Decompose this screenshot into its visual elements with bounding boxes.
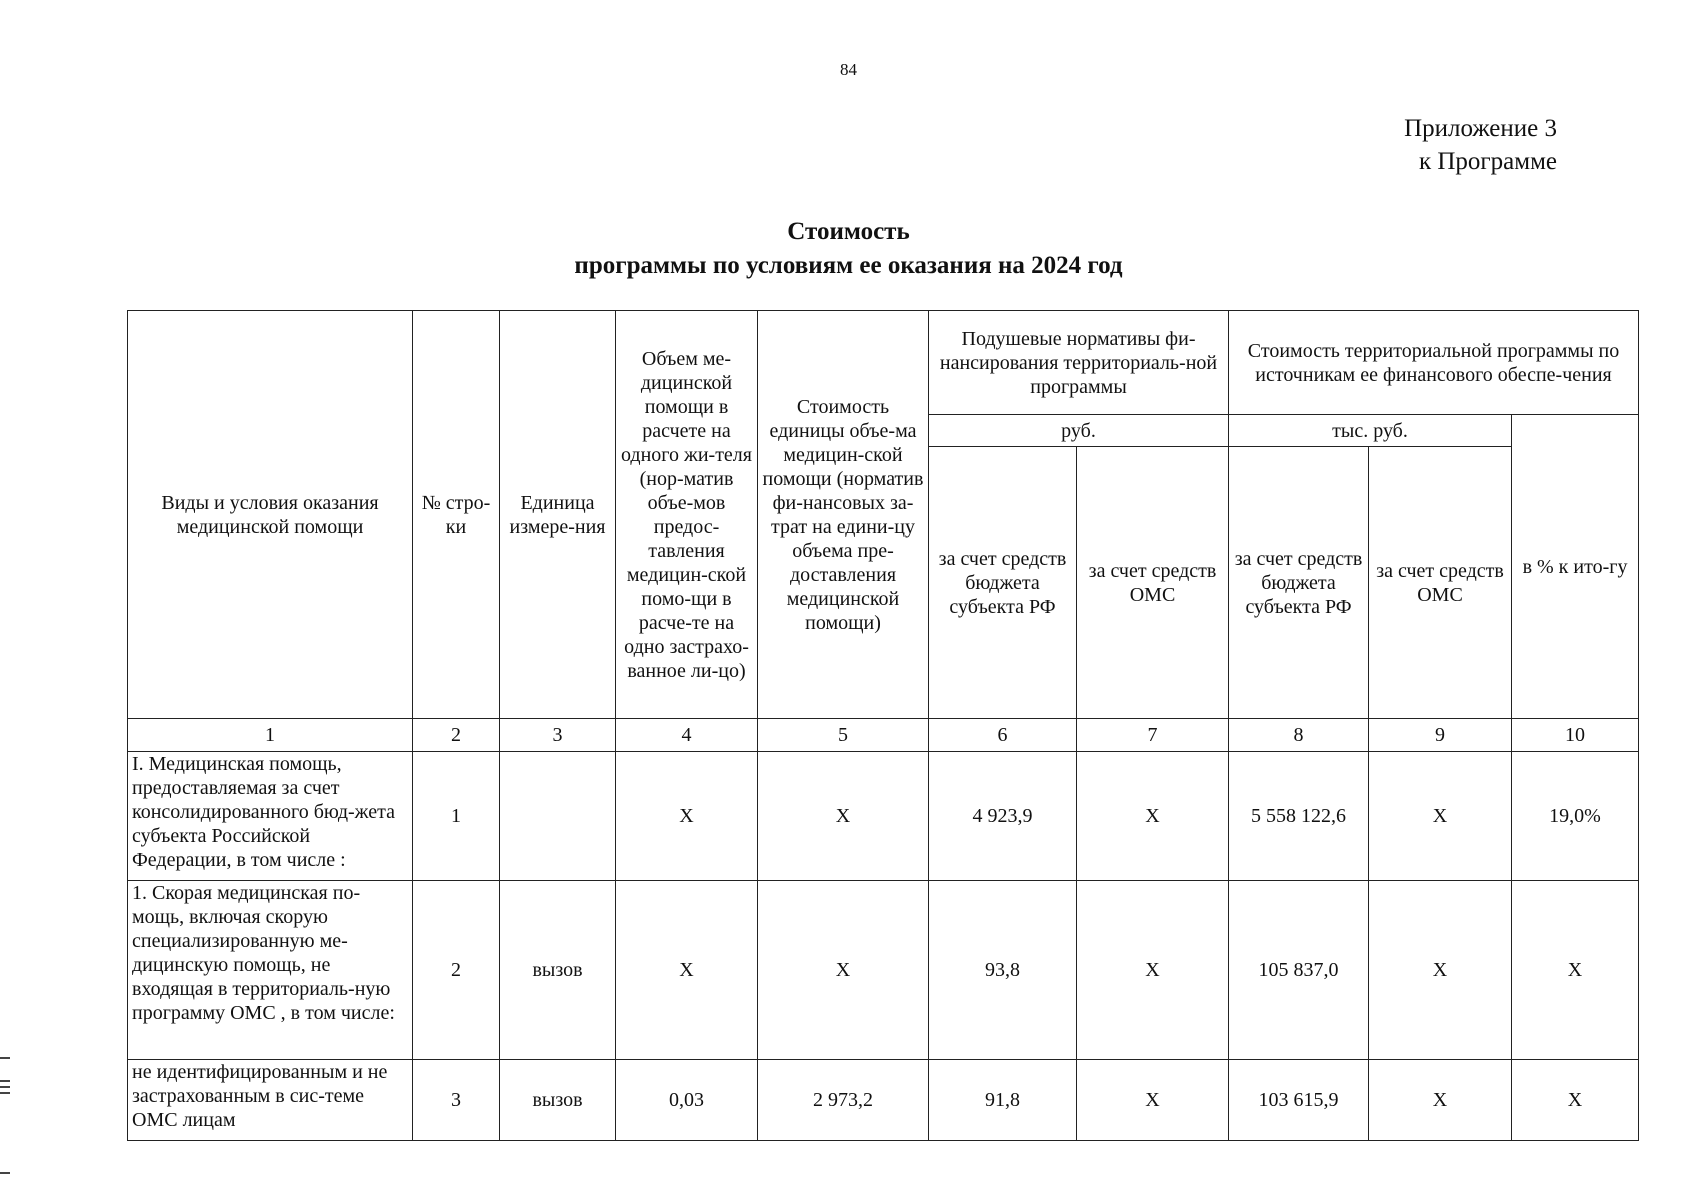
header-percent: в % к ито-гу — [1512, 415, 1639, 719]
title-line-1: Стоимость — [787, 218, 910, 245]
row-cost-oms: X — [1369, 881, 1512, 1060]
row-no: 2 — [413, 881, 500, 1060]
margin-mark — [0, 1092, 10, 1094]
column-number: 9 — [1369, 719, 1512, 752]
row-cost-oms: X — [1369, 1060, 1512, 1141]
row-no: 3 — [413, 1060, 500, 1141]
row-unit: вызов — [500, 1060, 616, 1141]
row-percent: X — [1512, 1060, 1639, 1141]
header-unit-cost: Стоимость единицы объе-ма медицин-ской помощи (норматив фи-нансовых за-трат на едини-цу объема пре-доставления медицинской помощи) — [758, 311, 929, 719]
column-number: 7 — [1077, 719, 1229, 752]
appendix-note — [1404, 112, 1557, 178]
column-number: 10 — [1512, 719, 1639, 752]
row-cost-budget: 105 837,0 — [1229, 881, 1369, 1060]
header-row-1 — [128, 311, 1639, 415]
header-volume: Объем ме-дицинской помощи в расчете на одного жи-теля (нор-матив объе-мов предос-тавления медицин-ской помо-щи в расче-те на одно застрахо-ванное ли-цо) — [616, 311, 758, 719]
row-unit: вызов — [500, 881, 616, 1060]
header-budget-2: за счет средств бюджета субъекта РФ — [1229, 447, 1369, 719]
row-percent: X — [1512, 881, 1639, 1060]
column-number: 2 — [413, 719, 500, 752]
table-row — [128, 752, 1639, 881]
row-pc-budget: 91,8 — [929, 1060, 1077, 1141]
row-cost-oms: X — [1369, 752, 1512, 881]
row-unit-cost: X — [758, 881, 929, 1060]
cost-table — [127, 310, 1639, 1141]
column-number: 4 — [616, 719, 758, 752]
header-rub: руб. — [929, 415, 1229, 447]
header-oms-1: за счет средств ОМС — [1077, 447, 1229, 719]
column-number: 3 — [500, 719, 616, 752]
row-pc-oms: X — [1077, 752, 1229, 881]
row-name: не идентифицированным и не застрахованным в сис-теме ОМС лицам — [128, 1060, 413, 1141]
margin-mark — [0, 1086, 10, 1088]
margin-mark — [0, 1172, 10, 1174]
row-volume: X — [616, 752, 758, 881]
row-unit-cost: X — [758, 752, 929, 881]
margin-mark — [0, 1057, 10, 1059]
header-thous-rub: тыс. руб. — [1229, 415, 1512, 447]
table-row — [128, 881, 1639, 1060]
margin-mark — [0, 1080, 10, 1082]
title-line-2: программы по условиям ее оказания на 2024 год — [574, 252, 1123, 279]
appendix-line-1: Приложение 3 — [1404, 115, 1557, 142]
row-percent: 19,0% — [1512, 752, 1639, 881]
header-kinds: Виды и условия оказания медицинской помощи — [128, 311, 413, 719]
page-number: 84 — [840, 60, 857, 79]
header-budget-1: за счет средств бюджета субъекта РФ — [929, 447, 1077, 719]
row-unit-cost: 2 973,2 — [758, 1060, 929, 1141]
column-number: 8 — [1229, 719, 1369, 752]
row-volume: X — [616, 881, 758, 1060]
document-title — [0, 215, 1697, 283]
row-cost-budget: 103 615,9 — [1229, 1060, 1369, 1141]
table-row — [128, 1060, 1639, 1141]
row-pc-oms: X — [1077, 1060, 1229, 1141]
row-pc-oms: X — [1077, 881, 1229, 1060]
row-pc-budget: 93,8 — [929, 881, 1077, 1060]
column-number: 5 — [758, 719, 929, 752]
row-cost-budget: 5 558 122,6 — [1229, 752, 1369, 881]
row-name: 1. Скорая медицинская по-мощь, включая скорую специализированную ме-дицинскую помощь, не входящая в территориаль-ную программу ОМС , в том числе: — [128, 881, 413, 1060]
row-pc-budget: 4 923,9 — [929, 752, 1077, 881]
appendix-line-2: к Программе — [1418, 148, 1557, 175]
row-name: I. Медицинская помощь, предоставляемая за счет консолидированного бюд-жета субъекта Российской Федерации, в том числе : — [128, 752, 413, 881]
column-numbers-row — [128, 719, 1639, 752]
header-oms-2: за счет средств ОМС — [1369, 447, 1512, 719]
column-number: 6 — [929, 719, 1077, 752]
header-cost-program: Стоимость территориальной программы по источникам ее финансового обеспе-чения — [1229, 311, 1639, 415]
row-volume: 0,03 — [616, 1060, 758, 1141]
header-row-no: № стро-ки — [413, 311, 500, 719]
column-number: 1 — [128, 719, 413, 752]
header-unit: Единица измере-ния — [500, 311, 616, 719]
header-per-capita: Подушевые нормативы фи-нансирования территориаль-ной программы — [929, 311, 1229, 415]
row-unit — [500, 752, 616, 881]
row-no: 1 — [413, 752, 500, 881]
